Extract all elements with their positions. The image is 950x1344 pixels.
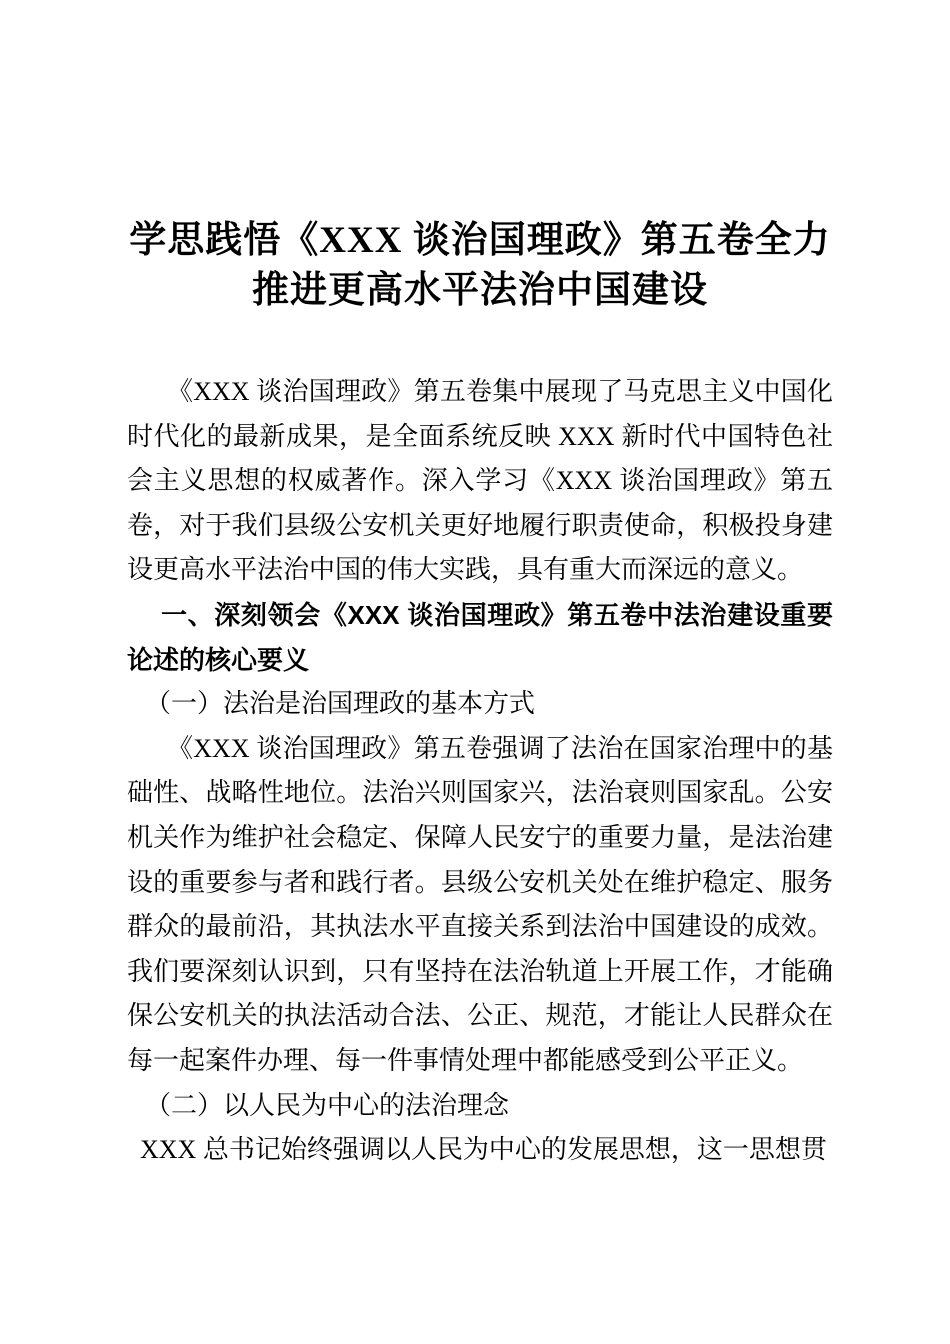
section-heading-1: 一、深刻领会《XXX 谈治国理政》第五卷中法治建设重要论述的核心要义: [127, 599, 833, 675]
paragraph-subsection-1: 《XXX 谈治国理政》第五卷强调了法治在国家治理中的基础性、战略性地位。法治兴则国家兴，法治衰则国家乱。公安机关作为维护社会稳定、保障人民安宁的重要力量，是法治建设的重要参与者和践行者。县级公安机关处在维护稳定、服务群众的最前沿，其执法水平直接关系到法治中国建设的成效。我们要深刻认识到，只有坚持在法治轨道上开展工作，才能确保公安机关的执法活动合法、公正、规范，才能让人民群众在每一起案件办理、每一件事情处理中都能感受到公平正义。: [127, 733, 833, 1075]
subsection-heading-2: （二）以人民为中心的法治理念: [145, 1090, 510, 1120]
paragraph-subsection-2-truncated: XXX 总书记始终强调以人民为中心的发展思想，这一思想贯: [140, 1135, 827, 1165]
document-title: 学思践悟《XXX 谈治国理政》第五卷全力推进更高水平法治中国建设: [129, 220, 831, 311]
paragraph-intro: 《XXX 谈治国理政》第五卷集中展现了马克思主义中国化时代化的最新成果，是全面系统反映 XXX 新时代中国特色社会主义思想的权威著作。深入学习《XXX 谈治国理政》第五卷，对于我们县级公安机关更好地履行职责使命，积极投身建设更高水平法治中国的伟大实践，具有重大而深远的意义。: [127, 377, 833, 585]
subsection-heading-1: （一）法治是治国理政的基本方式: [145, 689, 536, 719]
document-body: [127, 216, 833, 1173]
